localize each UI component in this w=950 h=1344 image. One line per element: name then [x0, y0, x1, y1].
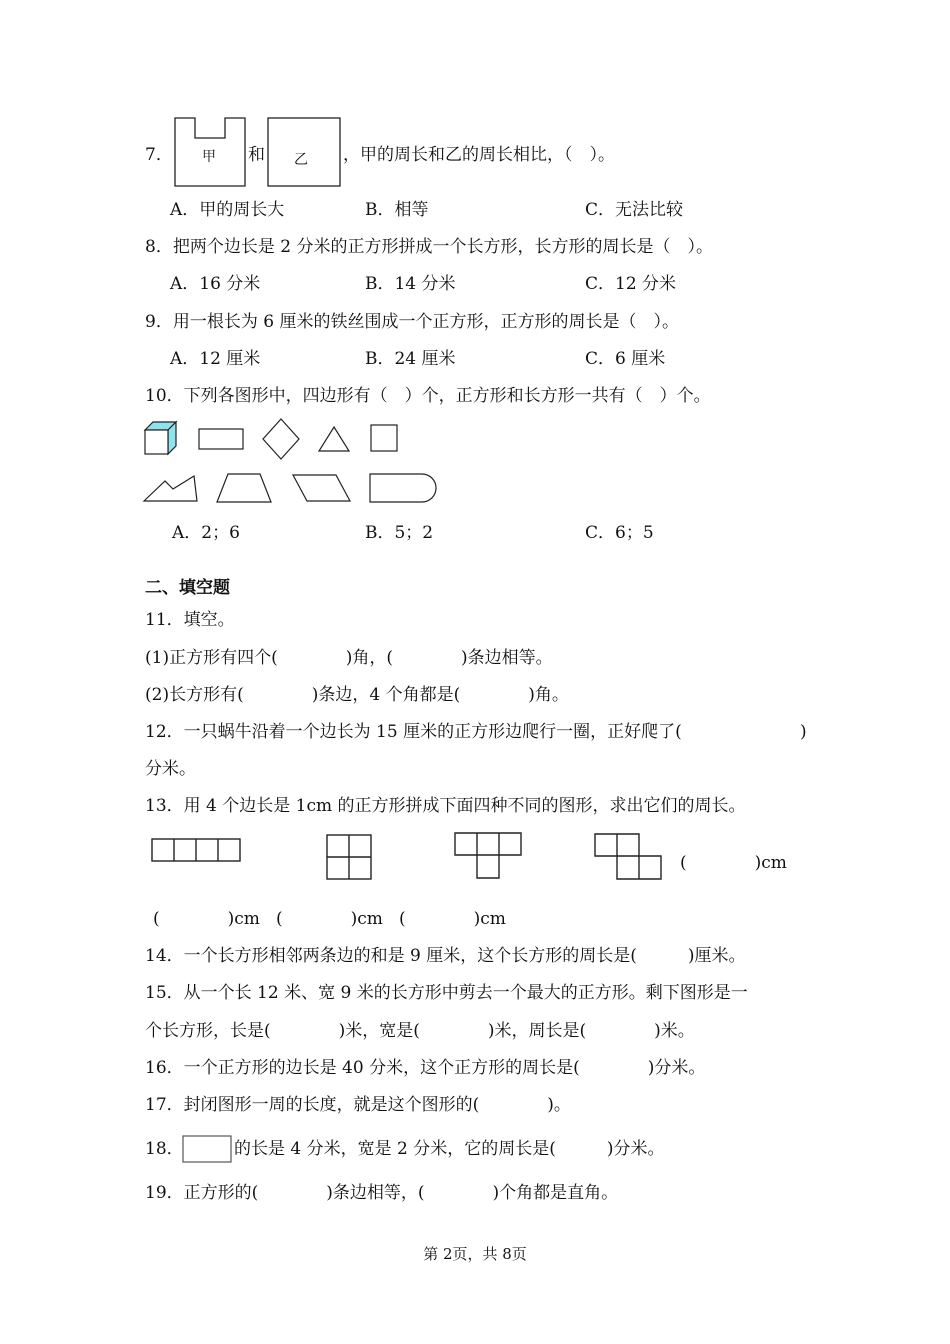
q13-text: 13．用 4 个边长是 1cm 的正方形拼成下面四种不同的图形，求出它们的周长。	[145, 796, 746, 816]
q10-option-c[interactable]: C．6；5	[585, 523, 654, 543]
shape-yi-label: 乙	[294, 152, 308, 168]
t-shape-figure	[454, 832, 524, 880]
cube-icon	[143, 420, 179, 456]
z-shape-figure	[594, 833, 664, 881]
q7-option-c[interactable]: C．无法比较	[585, 200, 684, 220]
zigzag-icon	[143, 475, 199, 503]
q16-text: 16．一个正方形的边长是 40 分米，这个正方形的周长是( )分米。	[145, 1058, 706, 1078]
q11-text: 11．填空。	[145, 610, 235, 630]
q10-option-a[interactable]: A．2；6	[172, 523, 240, 543]
parallelogram-icon	[292, 474, 352, 502]
q8-option-b[interactable]: B．14 分米	[365, 274, 456, 294]
q12-line2: 分米。	[145, 759, 196, 779]
q17-text: 17．封闭图形一周的长度，就是这个图形的( )。	[145, 1095, 571, 1115]
q18-text: 的长是 4 分米，宽是 2 分米，它的周长是( )分米。	[234, 1139, 665, 1159]
q8-option-c[interactable]: C．12 分米	[585, 274, 677, 294]
rounded-rect-icon	[369, 473, 439, 503]
q15-line2: 个长方形，长是( )米，宽是( )米，周长是( )米。	[145, 1021, 695, 1041]
q8-option-a[interactable]: A．16 分米	[170, 274, 261, 294]
q13-blank-1: ( )cm	[153, 909, 260, 929]
q10-text: 10．下列各图形中，四边形有（ ）个，正方形和长方形一共有（ ）个。	[145, 386, 711, 406]
section-title: 二、填空题	[145, 578, 230, 598]
q7-option-b[interactable]: B．相等	[365, 200, 429, 220]
q8-text: 8．把两个边长是 2 分米的正方形拼成一个长方形，长方形的周长是（ ）。	[145, 237, 713, 257]
q9-option-a[interactable]: A．12 厘米	[170, 349, 261, 369]
rhombus-icon	[262, 418, 300, 460]
q13-blank-2: ( )cm	[276, 909, 383, 929]
q19-text: 19．正方形的( )条边相等，( )个角都是直角。	[145, 1183, 619, 1203]
q18-number: 18．	[145, 1139, 184, 1159]
rectangle-icon	[198, 428, 244, 450]
q11-line1: (1)正方形有四个( )角，( )条边相等。	[145, 648, 553, 668]
shape-jia-label: 甲	[202, 149, 216, 165]
q14-text: 14．一个长方形相邻两条边的和是 9 厘米，这个长方形的周长是( )厘米。	[145, 946, 746, 966]
small-rectangle-figure	[182, 1135, 232, 1163]
q7-option-a[interactable]: A．甲的周长大	[170, 200, 285, 220]
q7-and: 和	[248, 145, 265, 165]
q12-line1-end: )	[800, 722, 807, 742]
q11-line2: (2)长方形有( )条边，4 个角都是( )角。	[145, 685, 569, 705]
q7-number: 7．	[145, 145, 173, 165]
q9-text: 9．用一根长为 6 厘米的铁丝围成一个正方形，正方形的周长是（ ）。	[145, 312, 679, 332]
q13-blank-3: ( )cm	[399, 909, 506, 929]
page-footer: 第 2页，共 8页	[423, 1245, 527, 1263]
triangle-icon	[318, 426, 350, 452]
square-icon	[370, 424, 398, 452]
q9-option-c[interactable]: C．6 厘米	[585, 349, 666, 369]
q13-blank-right: ( )cm	[680, 853, 787, 873]
q9-option-b[interactable]: B．24 厘米	[365, 349, 456, 369]
trapezoid-icon	[216, 473, 272, 503]
two-by-two-figure	[326, 834, 372, 880]
q15-line1: 15．从一个长 12 米、宽 9 米的长方形中剪去一个最大的正方形。剩下图形是一	[145, 983, 748, 1003]
four-in-row-figure	[151, 838, 241, 862]
q12-line1: 12．一只蜗牛沿着一个边长为 15 厘米的正方形边爬行一圈，正好爬了(	[145, 722, 682, 742]
q7-text: ，甲的周长和乙的周长相比，（ ）。	[343, 145, 615, 165]
q10-option-b[interactable]: B．5；2	[365, 523, 434, 543]
